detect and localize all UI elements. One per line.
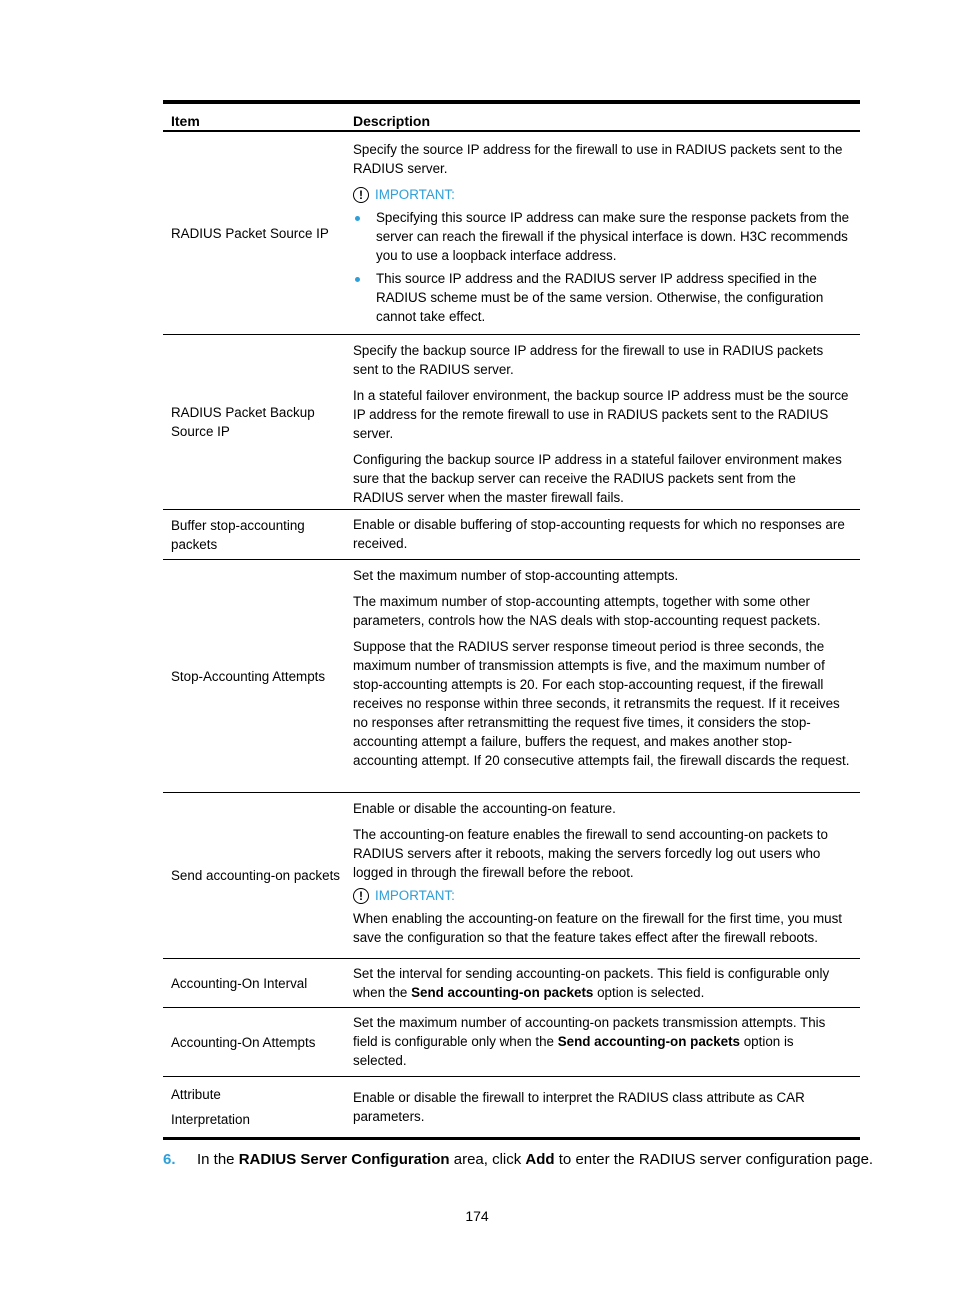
description-text: Enable or disable the accounting-on feature. xyxy=(353,801,616,816)
table-row xyxy=(163,560,860,793)
row-description xyxy=(353,560,850,792)
item-label: RADIUS Packet Source IP xyxy=(171,225,329,241)
table-row xyxy=(163,959,860,1008)
parameter-table xyxy=(163,100,860,1140)
important-label: IMPORTANT: xyxy=(375,187,455,202)
description-text: Specify the backup source IP address for the firewall to use in RADIUS packets sent to the RADIUS server. xyxy=(353,343,824,377)
row-item xyxy=(163,510,353,559)
description-text: Suppose that the RADIUS server response timeout period is three seconds, the maximum number of transmission attempts is five, and the maximum number of stop-accounting attempts is 20. For each stop-accounting request, if the firewall receives no response within three seconds, it retransmits the request. If it receives no responses after retransmitting the request five times, it considers the stop-accounting attempt a failure, buffers the request, and makes another stop-accounting attempt. If 20 consecutive attempts fail, the firewall discards the request. xyxy=(353,639,850,768)
item-label: packets xyxy=(171,536,218,552)
table-row xyxy=(163,335,860,510)
row-description xyxy=(353,1008,850,1076)
important-notice xyxy=(353,886,850,905)
exclamation-circle-icon: ! xyxy=(353,187,369,203)
item-label: Accounting-On Interval xyxy=(171,975,308,991)
description-text: When enabling the accounting-on feature on the firewall for the first time, you must save the configuration so that the feature takes effect after the firewall reboots. xyxy=(353,911,843,945)
description-text: Set the maximum number of stop-accounting attempts. xyxy=(353,568,679,583)
row-item xyxy=(163,335,353,509)
bullet-list xyxy=(353,208,850,326)
text-run: In the xyxy=(197,1151,239,1168)
important-notice xyxy=(353,185,850,204)
table-row xyxy=(163,1008,860,1077)
row-item xyxy=(163,560,353,792)
text-run: Set the interval for sending accounting-on packets. This field is configurable only when the xyxy=(353,966,830,1000)
text-run: option is selected. xyxy=(593,985,705,1000)
option-name: Send accounting-on packets xyxy=(557,1034,741,1049)
row-description xyxy=(353,959,850,1007)
exclamation-circle-icon: ! xyxy=(353,888,369,904)
description-text: Enable or disable buffering of stop-accounting requests for which no responses are received. xyxy=(353,517,845,551)
item-label: Source IP xyxy=(171,424,230,439)
item-label: Send accounting-on packets xyxy=(171,868,340,883)
option-name: Send accounting-on packets xyxy=(411,985,594,1000)
text-run: Set the maximum number of accounting-on packets transmission attempts. This field is configurable only when the xyxy=(353,1015,826,1049)
row-description xyxy=(353,1077,850,1137)
item-label: Interpretation xyxy=(171,1112,250,1127)
item-label: RADIUS Packet Backup xyxy=(171,405,315,420)
row-description xyxy=(353,335,850,509)
text-run: to enter the RADIUS server configuration page. xyxy=(554,1151,874,1168)
row-item xyxy=(163,793,353,958)
ui-button-name: Add xyxy=(525,1151,555,1168)
item-label: Accounting-On Attempts xyxy=(171,1034,316,1050)
row-description xyxy=(353,132,850,334)
row-item xyxy=(163,132,353,334)
row-item xyxy=(163,959,353,1007)
header-description: Description xyxy=(353,113,431,129)
description-text: Configuring the backup source IP address in a stateful failover environment makes sure that the backup server can receive the RADIUS packets sent from the RADIUS server when the master firewall fails. xyxy=(353,452,842,505)
description-text xyxy=(353,964,850,1002)
description-text: The maximum number of stop-accounting attempts, together with some other parameters, controls how the NAS deals with stop-accounting request packets. xyxy=(353,594,821,628)
step-number: 6. xyxy=(163,1151,176,1168)
item-label: Attribute xyxy=(171,1087,221,1102)
list-item: This source IP address and the RADIUS server IP address specified in the RADIUS scheme must be of the same version. Otherwise, the configuration cannot take effect. xyxy=(353,269,850,326)
item-label: Stop-Accounting Attempts xyxy=(171,668,326,684)
list-item: Specifying this source IP address can make sure the response packets from the server can reach the firewall if the physical interface is down. H3C recommends you to use a loopback interface address. xyxy=(353,208,850,265)
description-text: Enable or disable the firewall to interpret the RADIUS class attribute as CAR parameters. xyxy=(353,1090,805,1124)
text-run: option is selected. xyxy=(353,1034,794,1068)
table-header xyxy=(163,104,860,132)
description-text: Specify the source IP address for the firewall to use in RADIUS packets sent to the RADIUS server. xyxy=(353,142,843,176)
important-label: IMPORTANT: xyxy=(375,888,455,903)
ui-area-name: RADIUS Server Configuration xyxy=(238,1151,450,1168)
header-item: Item xyxy=(171,113,200,129)
description-text xyxy=(353,1013,850,1070)
page-number: 174 xyxy=(465,1208,489,1224)
description-text: In a stateful failover environment, the backup source IP address must be the source IP address for the remote firewall to use in RADIUS packets sent to the RADIUS server. xyxy=(353,388,849,441)
table-row xyxy=(163,510,860,560)
item-label: Buffer stop-accounting xyxy=(171,517,305,533)
row-description xyxy=(353,793,850,958)
text-run: area, click xyxy=(449,1151,526,1168)
row-item xyxy=(163,1008,353,1076)
row-description xyxy=(353,510,850,559)
row-item xyxy=(163,1077,353,1137)
table-row xyxy=(163,132,860,335)
table-row xyxy=(163,1077,860,1137)
table-row xyxy=(163,793,860,959)
step-text xyxy=(197,1150,873,1170)
description-text: The accounting-on feature enables the firewall to send accounting-on packets to RADIUS servers after it reboots, making the servers forcedly log out users who logged in through the firewall before the reboot. xyxy=(353,827,828,880)
